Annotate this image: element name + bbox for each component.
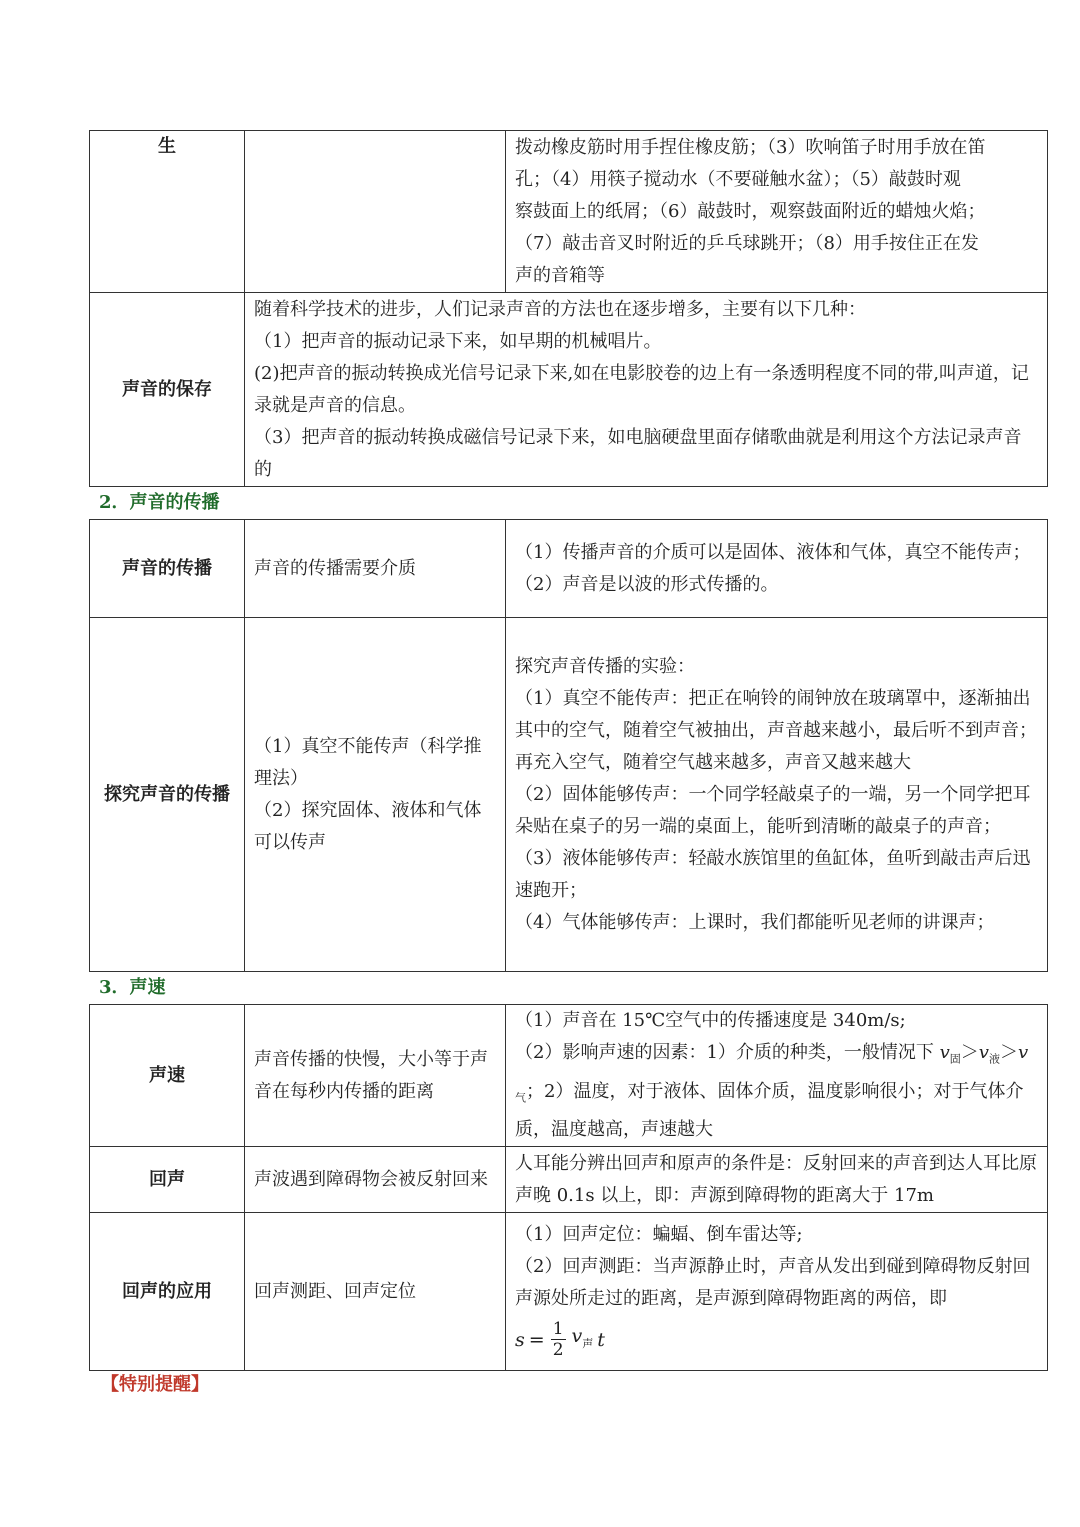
table-row [90, 1213, 1048, 1371]
detail-text: ；2）温度，对于液体、固体介质，温度影响很小；对于气体介质，温度越高，声速越大 [515, 1080, 1024, 1141]
detail-line: 察鼓面上的纸屑；（6）敲鼓时，观察鼓面附近的蜡烛火焰； [515, 200, 986, 222]
fraction-denominator: 2 [552, 1340, 564, 1361]
detail-line: （1）声音在 15℃空气中的传播速度是 340m/s; [515, 1010, 906, 1031]
sound-propagation-table [89, 519, 1048, 972]
detail-line: (2)把声音的振动转换成光信号记录下来,如在电影胶卷的边上有一条透明程度不同的带,叫声道，记录就是声音的信息。 [254, 362, 1029, 416]
special-reminder: 【特别提醒】 [101, 1374, 209, 1396]
description-line: （2）探究固体、液体和气体可以传声 [254, 799, 482, 853]
echo-formula [515, 1315, 605, 1364]
row-title: 声音的传播 [90, 520, 245, 618]
velocity-symbol: v [978, 1042, 989, 1063]
detail-line: （1）传播声音的介质可以是固体、液体和气体，真空不能传声； [515, 541, 1031, 563]
formula-velocity [572, 1320, 594, 1360]
row-detail [506, 520, 1048, 618]
subscript: 固 [949, 1052, 961, 1066]
row-description [245, 131, 506, 293]
row-description: 声音传播的快慢，大小等于声音在每秒内传播的距离 [245, 1005, 506, 1147]
section-heading-propagation: 2．声音的传播 [99, 492, 220, 513]
row-description: 回声测距、回声定位 [245, 1213, 506, 1371]
sound-speed-table [89, 1004, 1048, 1371]
row-title: 生 [90, 131, 245, 293]
row-title: 回声 [90, 1147, 245, 1213]
row-detail [506, 1213, 1048, 1371]
row-detail [506, 618, 1048, 972]
detail-line: （7）敲击音叉时附近的乒乓球跳开；（8）用手按住正在发 [515, 232, 979, 254]
detail-line: （2）回声测距：当声源静止时，声音从发出到碰到障碍物反射回声源处所走过的距离，是声源到障碍物距离的两倍，即 [515, 1256, 1031, 1310]
row-description: 声波遇到障碍物会被反射回来 [245, 1147, 506, 1213]
row-detail [506, 131, 1048, 293]
table-row [90, 131, 1048, 293]
velocity-symbol: v [939, 1042, 950, 1063]
document-page [89, 130, 1037, 1399]
detail-line: 孔；（4）用筷子搅动水（不要碰触水盆）；（5）敲鼓时观 [515, 168, 961, 190]
detail-line [515, 1037, 1038, 1146]
description-line: （1）真空不能传声（科学推理法） [254, 735, 482, 789]
detail-text: （2）影响声速的因素：1）介质的种类，一般情况下 [515, 1042, 940, 1063]
table-row [90, 618, 1048, 972]
formula-fraction [551, 1319, 566, 1360]
greater-than: ＞ [999, 1042, 1018, 1063]
row-detail [506, 1005, 1048, 1147]
detail-line: 随着科学技术的进步，人们记录声音的方法也在逐步增多，主要有以下几种： [254, 298, 866, 320]
subscript: 声 [582, 1336, 594, 1350]
detail-line: 声的音箱等 [515, 264, 605, 286]
detail-line: （4）气体能够传声：上课时，我们都能听见老师的讲课声； [515, 911, 995, 933]
formula-t: t [597, 1328, 605, 1351]
detail-line: （3）液体能够传声：轻敲水族馆里的鱼缸体，鱼听到敲击声后迅速跑开； [515, 847, 1031, 901]
table-row [90, 293, 1048, 487]
row-detail: 人耳能分辨出回声和原声的条件是：反射回来的声音到达人耳比原声晚 0.1s 以上，即：声源到障碍物的距离大于 17m [506, 1147, 1048, 1213]
formula-equals: = [528, 1328, 545, 1351]
subscript: 液 [988, 1052, 1000, 1066]
row-title: 声速 [90, 1005, 245, 1147]
detail-line: （3）把声音的振动转换成磁信号记录下来，如电脑硬盘里面存储歌曲就是利用这个方法记录声音的 [254, 426, 1022, 480]
detail-line: （1）把声音的振动记录下来，如早期的机械唱片。 [254, 330, 662, 352]
sound-production-table [89, 130, 1048, 487]
row-title: 探究声音的传播 [90, 618, 245, 972]
formula-s: s [515, 1328, 525, 1351]
row-detail [245, 293, 1048, 487]
row-description [245, 618, 506, 972]
detail-line: （2）固体能够传声：一个同学轻敲桌子的一端，另一个同学把耳朵贴在桌子的另一端的桌面上，能听到清晰的敲桌子的声音； [515, 783, 1031, 837]
velocity-symbol: v [571, 1324, 583, 1347]
subscript: 气 [515, 1091, 526, 1105]
velocity-symbol: v [1017, 1042, 1029, 1063]
greater-than: ＞ [960, 1042, 979, 1063]
detail-line: 拨动橡皮筋时用手捏住橡皮筋；（3）吹响笛子时用手放在笛 [515, 136, 986, 158]
row-title: 回声的应用 [90, 1213, 245, 1371]
detail-line: （2）声音是以波的形式传播的。 [515, 573, 779, 595]
section-heading-speed: 3．声速 [99, 977, 166, 998]
detail-line: （1）真空不能传声：把正在响铃的闹钟放在玻璃罩中，逐渐抽出其中的空气，随着空气被抽出，声音越来越小，最后听不到声音；再充入空气，随着空气越来越多，声音又越来越大 [515, 687, 1037, 773]
detail-line: （1）回声定位：蝙蝠、倒车雷达等; [515, 1224, 803, 1246]
fraction-numerator: 1 [552, 1319, 564, 1340]
detail-line: 探究声音传播的实验： [515, 655, 695, 677]
row-description: 声音的传播需要介质 [245, 520, 506, 618]
row-title: 声音的保存 [90, 293, 245, 487]
table-row [90, 520, 1048, 618]
table-row [90, 1147, 1048, 1213]
table-row [90, 1005, 1048, 1147]
